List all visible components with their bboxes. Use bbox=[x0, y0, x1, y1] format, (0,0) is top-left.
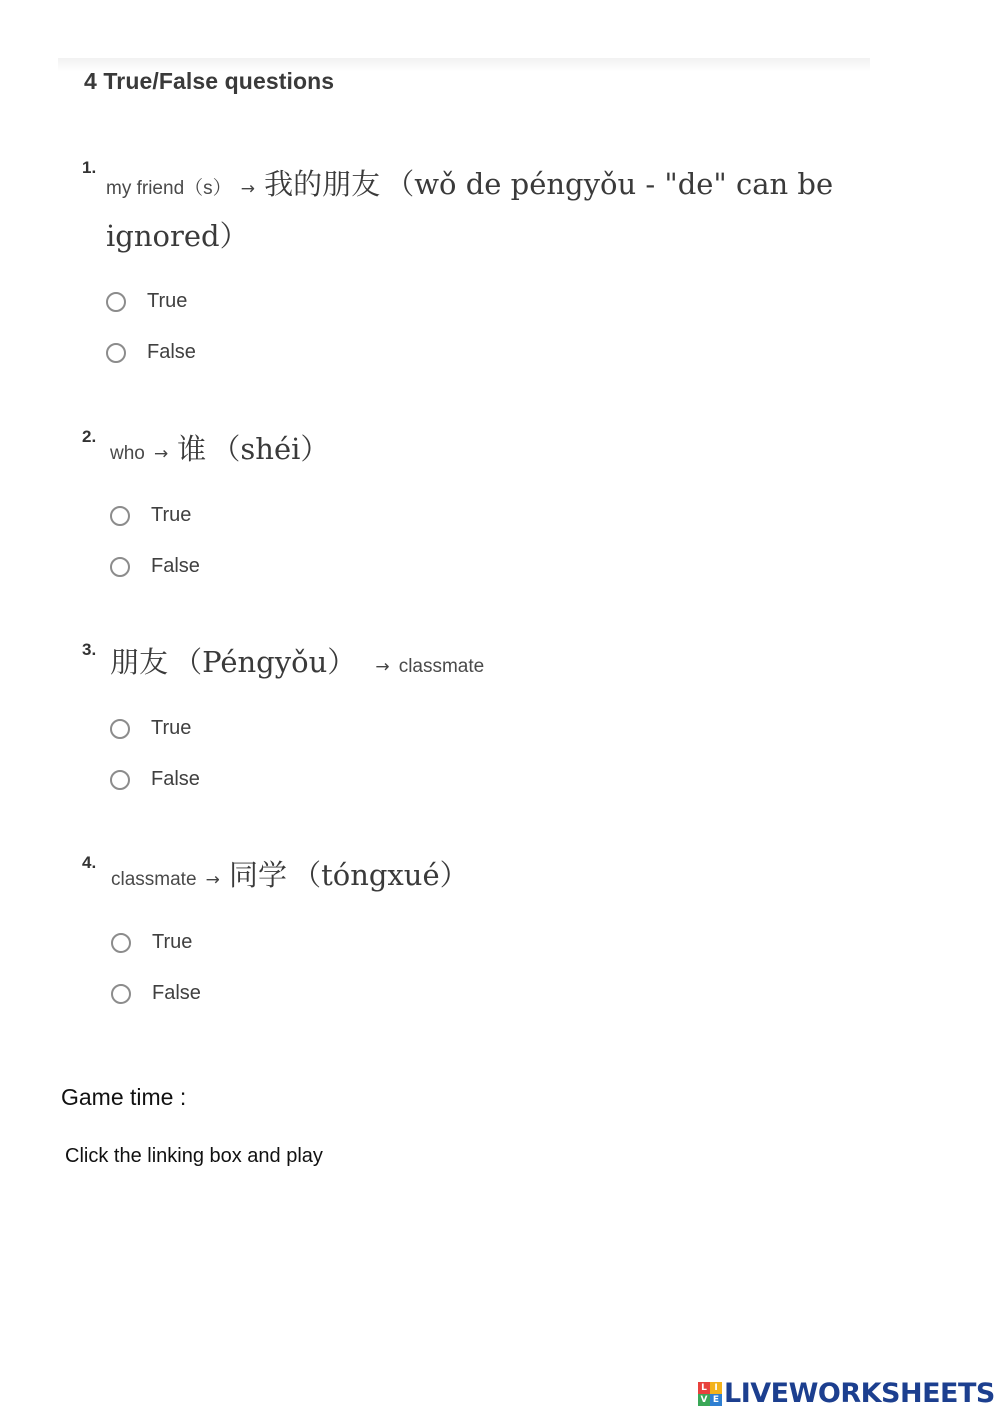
question-number: 1. bbox=[82, 158, 97, 177]
option-false[interactable] bbox=[111, 982, 201, 1005]
logo-letter: E bbox=[710, 1394, 722, 1406]
logo-letter: I bbox=[710, 1382, 722, 1394]
question-number: 2. bbox=[82, 427, 97, 446]
radio-button[interactable] bbox=[111, 984, 131, 1004]
radio-button[interactable] bbox=[110, 719, 130, 739]
pinyin-continued: ignored） bbox=[106, 219, 249, 253]
liveworksheets-logo-icon bbox=[698, 1382, 722, 1406]
question-text-continued bbox=[106, 214, 249, 255]
question-text bbox=[110, 427, 329, 468]
question-text bbox=[111, 853, 469, 894]
option-false[interactable] bbox=[106, 341, 196, 364]
radio-button[interactable] bbox=[106, 292, 126, 312]
option-label: True bbox=[151, 717, 192, 739]
pinyin: （wǒ de péngyǒu - "de" can be bbox=[385, 167, 834, 201]
question-number: 3. bbox=[82, 640, 97, 659]
chinese-term: 朋友 bbox=[110, 645, 169, 679]
arrow-icon: → bbox=[240, 179, 255, 199]
liveworksheets-brand bbox=[698, 1378, 995, 1409]
option-label: False bbox=[151, 768, 200, 790]
english-term: my friend（s） bbox=[106, 178, 232, 199]
brand-text: LIVEWORKSHEETS bbox=[724, 1378, 995, 1409]
game-instruction: Click the linking box and play bbox=[65, 1145, 323, 1167]
option-label: False bbox=[147, 341, 196, 363]
arrow-icon: → bbox=[205, 870, 220, 890]
pinyin: （Péngyǒu） bbox=[173, 645, 357, 679]
arrow-icon: → bbox=[153, 444, 169, 464]
option-false[interactable] bbox=[110, 768, 200, 791]
radio-button[interactable] bbox=[110, 557, 130, 577]
option-true[interactable] bbox=[110, 504, 191, 527]
radio-button[interactable] bbox=[110, 770, 130, 790]
option-true[interactable] bbox=[111, 931, 192, 954]
question-number: 4. bbox=[82, 853, 97, 872]
radio-button[interactable] bbox=[106, 343, 126, 363]
option-label: True bbox=[147, 290, 188, 312]
option-label: True bbox=[151, 504, 192, 526]
question-text bbox=[110, 640, 484, 681]
quiz-heading: 4 True/False questions bbox=[84, 68, 335, 94]
chinese-term: 我的朋友 bbox=[264, 167, 381, 201]
pinyin: （tóngxué） bbox=[292, 858, 469, 892]
game-time-heading: Game time : bbox=[61, 1084, 187, 1110]
chinese-term: 谁 bbox=[177, 432, 207, 466]
option-true[interactable] bbox=[110, 717, 191, 740]
option-label: False bbox=[152, 982, 201, 1004]
option-true[interactable] bbox=[106, 290, 187, 313]
pinyin: （shéi） bbox=[211, 432, 330, 466]
chinese-term: 同学 bbox=[228, 858, 287, 892]
option-label: False bbox=[151, 555, 200, 577]
english-term: classmate bbox=[111, 869, 197, 890]
english-term: classmate bbox=[398, 656, 485, 677]
logo-letter: L bbox=[698, 1382, 710, 1394]
option-false[interactable] bbox=[110, 555, 200, 578]
question-text bbox=[106, 162, 833, 203]
radio-button[interactable] bbox=[111, 933, 131, 953]
radio-button[interactable] bbox=[110, 506, 130, 526]
option-label: True bbox=[152, 931, 193, 953]
arrow-icon: → bbox=[375, 657, 390, 677]
english-term: who bbox=[110, 443, 145, 464]
logo-letter: V bbox=[698, 1394, 710, 1406]
